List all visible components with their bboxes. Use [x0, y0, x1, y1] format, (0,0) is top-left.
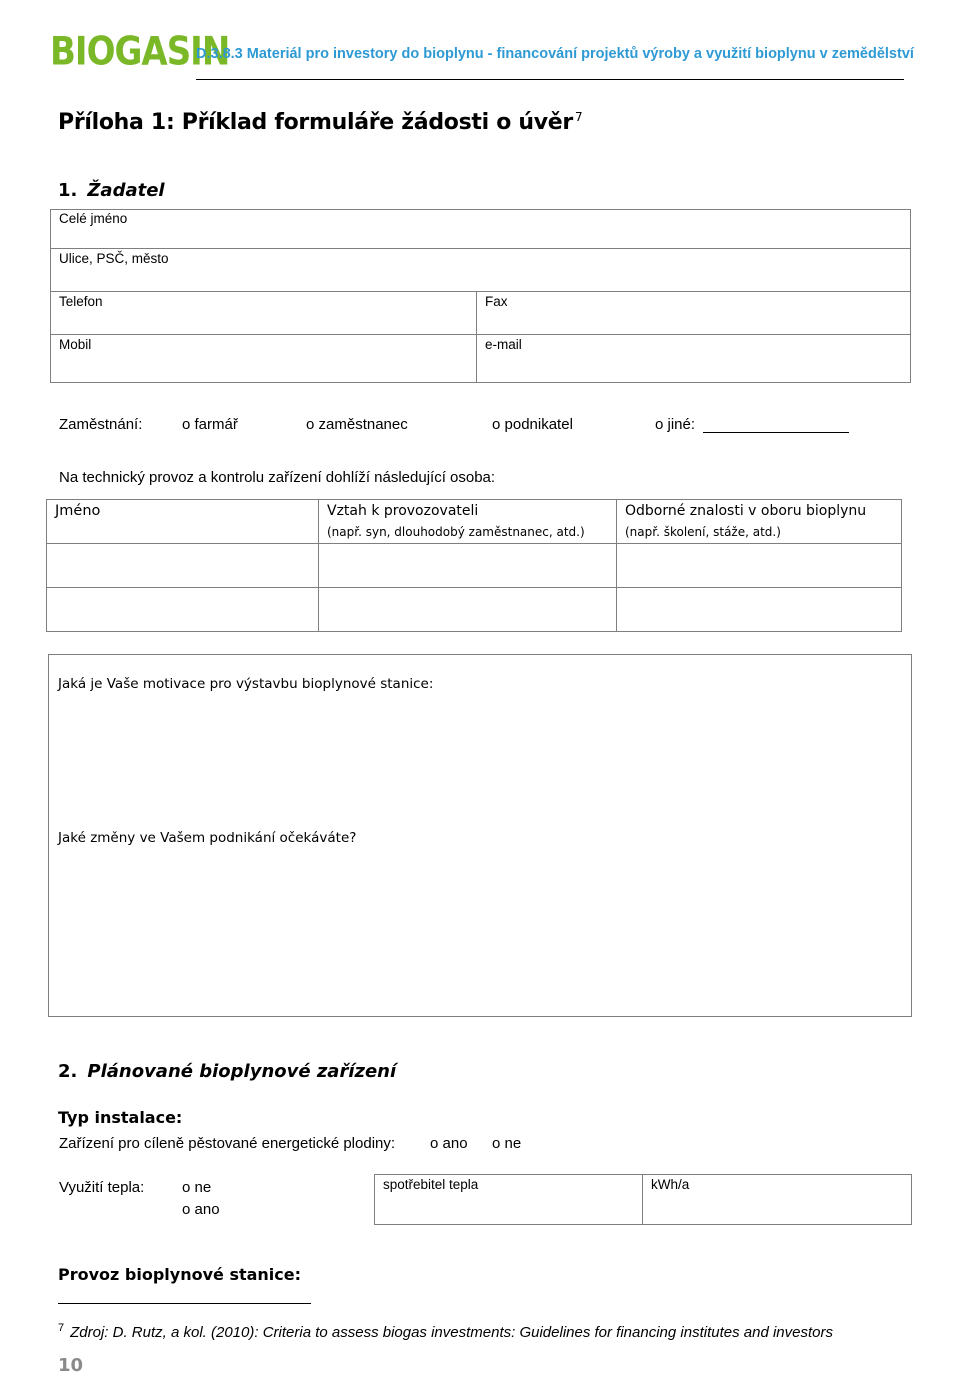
footnote-number: 7 — [58, 1322, 65, 1334]
employment-other-label: o jiné: — [655, 416, 696, 433]
table-rule — [642, 1174, 643, 1225]
page-number: 10 — [58, 1355, 84, 1376]
employment-option-employee[interactable]: o zaměstnanec — [306, 416, 408, 433]
biogasin-logo — [50, 29, 230, 75]
phone-field[interactable]: Telefon — [59, 294, 103, 309]
heat-use-no[interactable]: o ne — [182, 1179, 212, 1196]
section-2-title: Plánované bioplynové zařízení — [87, 1061, 397, 1082]
footnote-text: Zdroj: D. Rutz, a kol. (2010): Criteria to assess biogas investments: Guidelines for financing institutes and investors — [70, 1324, 833, 1341]
employment-option-other[interactable] — [655, 416, 849, 433]
table-rule — [46, 587, 902, 588]
heat-consumer-field[interactable]: spotřebitel tepla — [383, 1177, 479, 1192]
energy-crops-no[interactable]: o ne — [492, 1135, 522, 1152]
page-title — [58, 110, 582, 135]
table-rule — [50, 291, 911, 292]
section-1-heading — [58, 180, 165, 201]
email-field[interactable]: e-mail — [485, 337, 522, 352]
col-name-header: Jméno — [55, 503, 101, 519]
section-1-number: 1. — [58, 180, 78, 201]
page-title-text: Příloha 1: Příklad formuláře žádosti o úvěr — [58, 110, 573, 135]
table-rule — [50, 248, 911, 249]
table-rule — [50, 334, 911, 335]
section-1-title: Žadatel — [87, 180, 165, 201]
operation-label: Provoz bioplynové stanice: — [58, 1265, 302, 1284]
col-expertise-header: Odborné znalosti v oboru bioplynu — [625, 503, 867, 519]
col-relation-hint: (např. syn, dlouhodobý zaměstnanec, atd.) — [327, 525, 585, 539]
footnote-divider — [58, 1303, 311, 1304]
table-rule — [476, 291, 477, 383]
heat-unit-field[interactable]: kWh/a — [651, 1177, 690, 1192]
motivation-question: Jaká je Vaše motivace pro výstavbu bioplynové stanice: — [58, 676, 434, 692]
heat-use-label: Využití tepla: — [59, 1179, 145, 1196]
applicant-table — [50, 209, 911, 383]
document-header-title: D.3.8.3 Materiál pro investory do bioplynu - financování projektů výroby a využití bioplynu v zemědělství — [196, 46, 914, 62]
employment-label: Zaměstnání: — [59, 416, 143, 433]
footnote-ref: 7 — [574, 110, 583, 124]
energy-crops-yes[interactable]: o ano — [430, 1135, 468, 1152]
employment-option-entrepreneur[interactable]: o podnikatel — [492, 416, 573, 433]
header-divider — [196, 79, 904, 80]
employment-other-blank[interactable] — [703, 416, 849, 433]
install-type-label: Typ instalace: — [58, 1108, 183, 1127]
energy-crops-label: Zařízení pro cíleně pěstované energetické plodiny: — [59, 1135, 396, 1152]
mobile-field[interactable]: Mobil — [59, 337, 92, 352]
col-expertise-hint: (např. školení, stáže, atd.) — [625, 525, 781, 539]
col-relation-header: Vztah k provozovateli — [327, 503, 479, 519]
changes-question: Jaké změny ve Vašem podnikání očekáváte? — [58, 830, 357, 846]
section-2-number: 2. — [58, 1061, 78, 1082]
section-2-heading — [58, 1061, 396, 1082]
logo-text: BIOGASIN — [50, 29, 230, 75]
footnote — [58, 1322, 833, 1341]
supervisor-name-input[interactable] — [47, 544, 317, 586]
fax-field[interactable]: Fax — [485, 294, 508, 309]
supervisor-expertise-input[interactable] — [617, 544, 901, 586]
heat-use-yes[interactable]: o ano — [182, 1201, 220, 1218]
full-name-label: Celé jméno — [59, 211, 128, 226]
supervisor-relation-input[interactable] — [319, 544, 615, 586]
supervision-text: Na technický provoz a kontrolu zařízení dohlíží následující osoba: — [59, 469, 496, 486]
employment-option-farmer[interactable]: o farmář — [182, 416, 238, 433]
address-field[interactable]: Ulice, PSČ, město — [59, 251, 169, 266]
